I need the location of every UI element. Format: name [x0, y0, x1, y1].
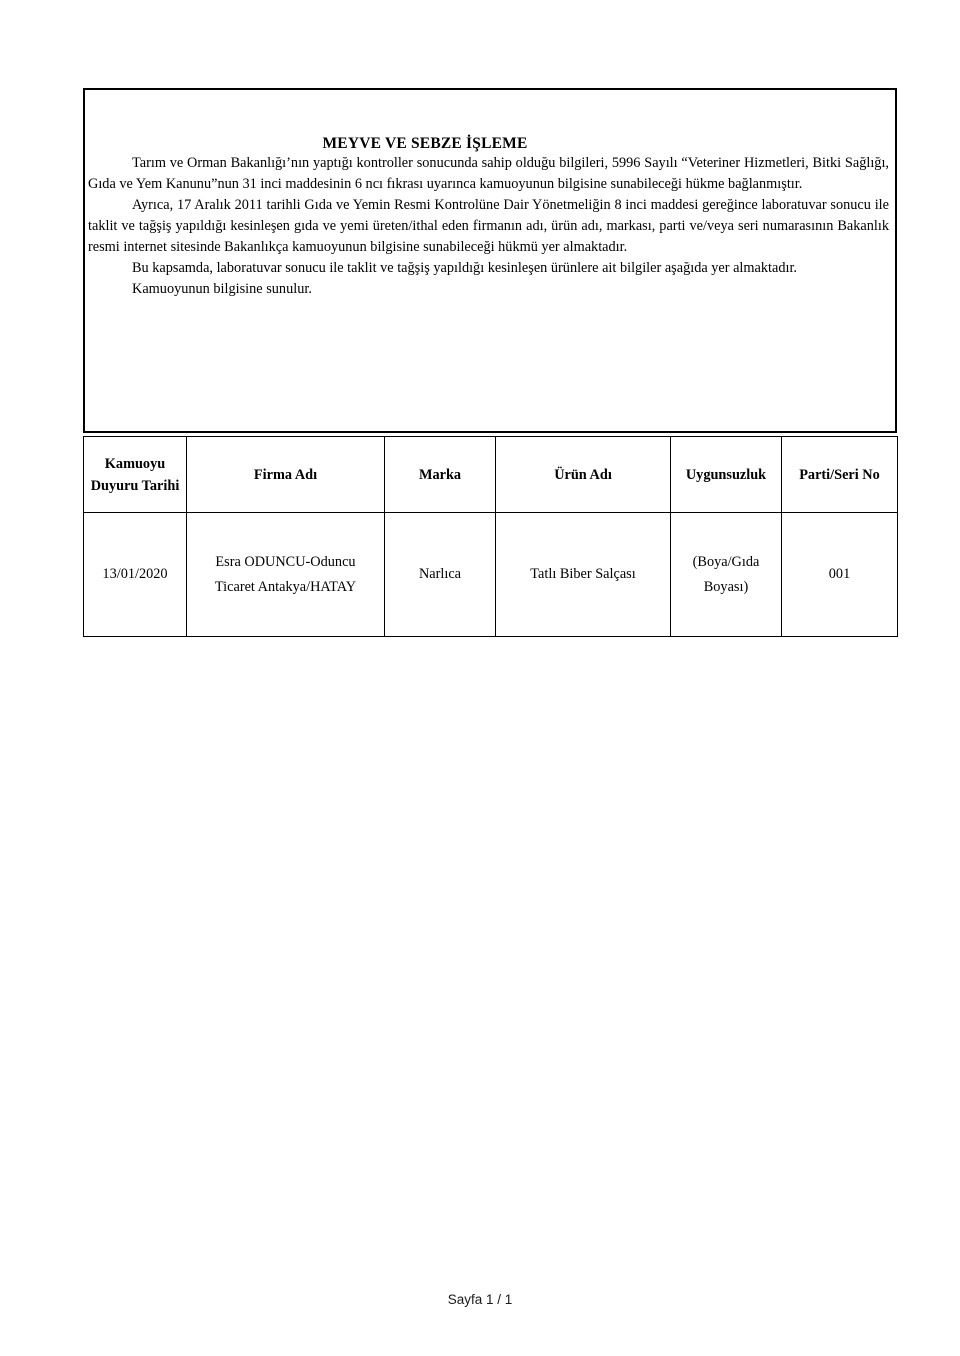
- paragraph-3: Bu kapsamda, laboratuvar sonucu ile taklit ve tağşiş yapıldığı kesinleşen ürünlere ait bilgiler aşağıda yer almaktadır.: [132, 260, 798, 276]
- cell-duyuru-tarihi: 13/01/2020: [84, 513, 187, 637]
- column-header-marka: Marka: [385, 437, 496, 513]
- cell-uygunsuzluk: (Boya/Gıda Boyası): [671, 513, 782, 637]
- document-box: [83, 88, 897, 433]
- paragraph-1: Tarım ve Orman Bakanlığı’nın yaptığı kontroller sonucunda sahip olduğu bilgileri, 5996 Sayılı “Veteriner Hizmetleri, Bitki Sağlığı, Gıda ve Yem Kanunu”nun 31 inci maddesinin 6 ncı fıkrası uyarınca kamuoyunun bilgisine sunabileceği hükme bağlanmıştır.: [88, 155, 889, 192]
- page-footer: [0, 1292, 960, 1307]
- page-number: Sayfa 1 / 1: [447, 1292, 513, 1307]
- paragraph-4: Kamuoyunun bilgisine sunulur.: [132, 281, 312, 297]
- column-header-uygunsuzluk: Uygunsuzluk: [671, 437, 782, 513]
- cell-firma-adi: Esra ODUNCU-Oduncu Ticaret Antakya/HATAY: [187, 513, 385, 637]
- paragraph-2: Ayrıca, 17 Aralık 2011 tarihli Gıda ve Yemin Resmi Kontrolüne Dair Yönetmeliğin 8 inci maddesi gereğince laboratuvar sonucu ile taklit ve tağşiş yapıldığı kesinleşen gıda ve yemi üreten/ithal eden firmanın adı, ürün adı, markası, parti ve/veya seri numarasının Bakanlık resmi internet sitesinde Bakanlıkça kamuoyunun bilgisine sunabileceği hükmü yer almaktadır.: [88, 197, 889, 255]
- results-table: [83, 436, 898, 637]
- cell-parti-seri-no: 001: [782, 513, 898, 637]
- cell-marka: Narlıca: [385, 513, 496, 637]
- column-header-parti-seri-no: Parti/Seri No: [782, 437, 898, 513]
- table-header-row: [84, 437, 898, 513]
- column-header-firma-adi: Firma Adı: [187, 437, 385, 513]
- table-row: [84, 513, 898, 637]
- column-header-kamuoyu-duyuru-tarihi: Kamuoyu Duyuru Tarihi: [84, 437, 187, 513]
- cell-urun-adi: Tatlı Biber Salçası: [496, 513, 671, 637]
- column-header-urun-adi: Ürün Adı: [496, 437, 671, 513]
- document-title: MEYVE VE SEBZE İŞLEME: [322, 135, 528, 152]
